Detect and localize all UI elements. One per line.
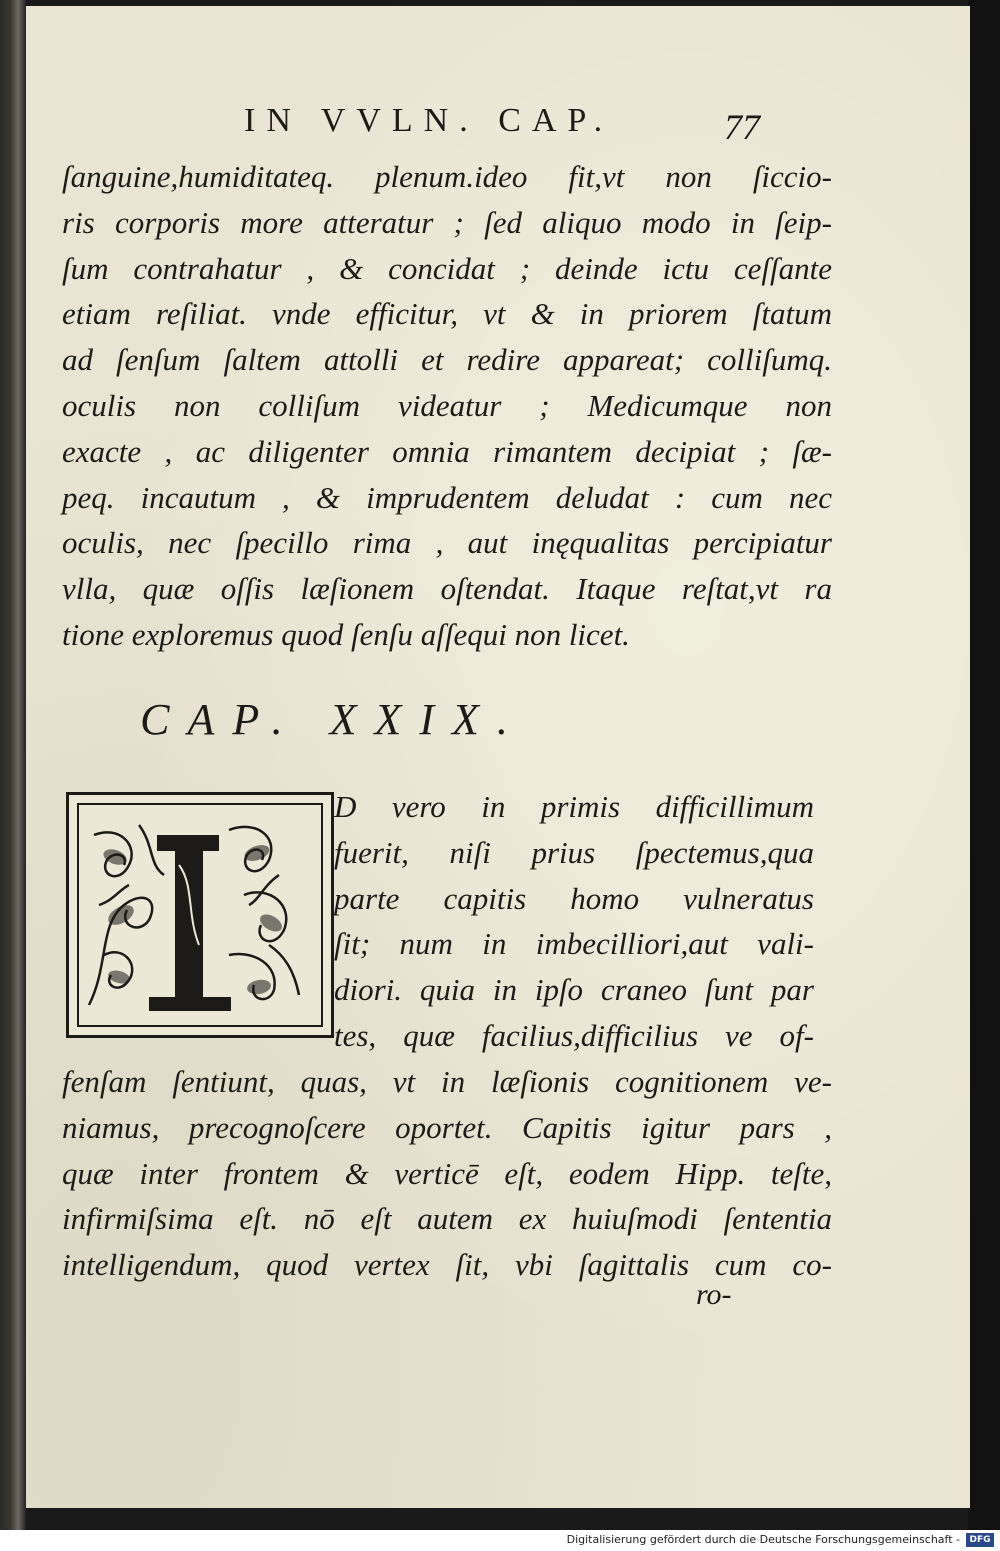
text-line: oculis, nec ſpecillo rima , aut inęqualitas percipiatur [62, 525, 832, 561]
text-line: tione exploremus quod ſenſu aſſequi non licet. [62, 616, 630, 652]
text-line: diori. quia in ipſo craneo ſunt par [334, 972, 814, 1008]
text-line: oculis non colliſum videatur ; Medicumque non [62, 387, 832, 423]
text-line: quæ inter frontem & verticē eſt, eodem Hipp. teſte, [62, 1155, 832, 1191]
text-line: exacte , ac diligenter omnia rimantem decipiat ; ſæ- [62, 433, 832, 469]
text-line: fenſam ſentiunt, quas, vt in læſionis cognitionem ve- [62, 1064, 832, 1099]
book-page [26, 6, 970, 1508]
text-line: ad ſenſum ſaltem attolli et redire appareat; colliſumq. [62, 342, 832, 378]
footer-bar [0, 1530, 1000, 1551]
running-title: IN VVLN. CAP. [244, 102, 614, 139]
ornamental-initial [66, 792, 334, 1038]
book-binding [0, 0, 26, 1530]
text-line: niamus, precognoſcere oportet. Capitis igitur pars , [62, 1109, 832, 1145]
page-edge [968, 0, 1000, 1530]
text-line: ris corporis more atteratur ; ſed aliquo modo in ſeip- [62, 204, 832, 240]
page-number: 77 [724, 107, 760, 147]
ornamental-initial-frame [77, 803, 323, 1027]
body-text [62, 154, 832, 658]
text-line: infirmiſsima eſt. nō eſt autem ex huiuſmodi ſententia [62, 1201, 832, 1237]
text-line: parte capitis homo vulneratus [334, 880, 814, 916]
text-line: ſum contrahatur , & concidat ; deinde ictu ceſſante [62, 250, 832, 286]
dfg-logo[interactable]: DFG [966, 1533, 994, 1547]
chapter-heading-text: CAP. XXIX. [140, 695, 526, 744]
text-line: intelligendum, quod vertex ſit, vbi ſagittalis cum co- [62, 1247, 832, 1283]
funding-credit: Digitalisierung gefördert durch die Deutsche Forschungsgemeinschaft - [566, 1533, 960, 1546]
text-line: peq. incautum , & imprudentem deludat : cum nec [62, 479, 832, 515]
text-line: ſanguine,humiditateq. plenum.ideo fit,vt non ſiccio- [62, 159, 832, 194]
text-line: ſit; num in imbecilliori,aut vali- [334, 926, 814, 962]
text-line: vlla, quæ oſſis læſionem oſtendat. Itaque reſtat,vt ra [62, 571, 832, 607]
dropcap-paragraph [334, 784, 814, 1059]
chapter-heading [26, 694, 970, 745]
ornamental-initial-icon [79, 805, 315, 1019]
text-line: fuerit, niſi prius ſpectemus,qua [334, 834, 814, 870]
text-line: D vero in primis difficillimum [334, 789, 814, 824]
text-line: etiam reſiliat. vnde efficitur, vt & in priorem ſtatum [62, 296, 832, 332]
continuation-text [62, 1059, 832, 1288]
text-line: tes, quæ facilius,difficilius ve of- [334, 1017, 814, 1053]
catchword: ro- [696, 1278, 732, 1311]
